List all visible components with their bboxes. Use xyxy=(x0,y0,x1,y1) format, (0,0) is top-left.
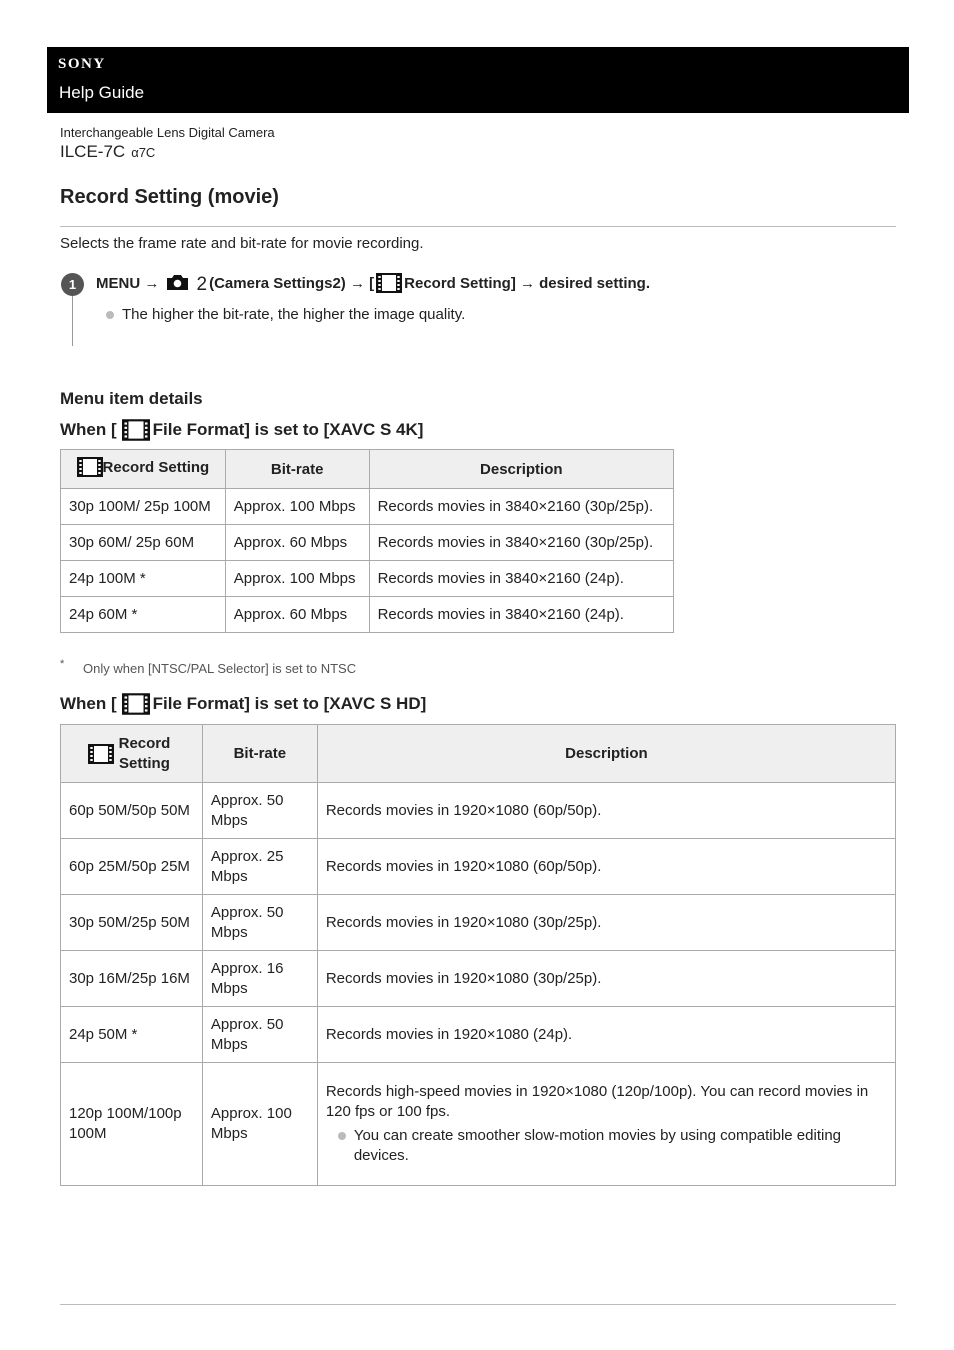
table-row xyxy=(61,951,896,1007)
bullet-icon xyxy=(106,311,114,319)
cell-record-setting: 60p 25M/50p 25M xyxy=(61,839,203,895)
header-bar xyxy=(47,47,909,113)
slow-motion-note-text: You can create smoother slow-motion movies by using compatible editing devices. xyxy=(353,1127,842,1164)
cell-bit-rate: Approx. 100 Mbps xyxy=(225,489,369,525)
slow-motion-note xyxy=(326,1126,887,1166)
cell-record-setting: 24p 60M * xyxy=(61,597,226,633)
cell-description xyxy=(317,1063,895,1186)
cell-record-setting: 30p 50M/25p 50M xyxy=(61,895,203,951)
product-model xyxy=(60,142,155,162)
when-4k-suffix: File Format] is set to [XAVC S 4K] xyxy=(152,420,424,439)
when-prefix: When [ xyxy=(60,694,117,713)
menu-item-details-heading: Menu item details xyxy=(60,389,203,408)
model-alpha: α7C xyxy=(131,145,156,160)
step-number-badge: 1 xyxy=(61,273,84,296)
table-row xyxy=(61,525,674,561)
xavc-4k-heading xyxy=(60,419,423,441)
footnote-marker: * xyxy=(60,658,65,670)
table-row xyxy=(61,895,896,951)
cell-description: Records movies in 1920×1080 (24p). xyxy=(317,1007,895,1063)
table-row xyxy=(61,1063,896,1186)
step-instruction xyxy=(96,272,650,294)
cell-record-setting: 30p 16M/25p 16M xyxy=(61,951,203,1007)
step-record-setting: Record Setting] → desired setting. xyxy=(404,274,651,292)
cell-bit-rate: Approx. 25 Mbps xyxy=(202,839,317,895)
cell-bit-rate: Approx. 100 Mbps xyxy=(225,561,369,597)
cell-record-setting: 30p 100M/ 25p 100M xyxy=(61,489,226,525)
when-hd-suffix: File Format] is set to [XAVC S HD] xyxy=(152,694,427,713)
camera-settings-icon xyxy=(166,272,207,294)
xavc-hd-table xyxy=(60,724,896,1186)
cell-record-setting: 120p 100M/100p 100M xyxy=(61,1063,203,1186)
when-prefix: When [ xyxy=(60,420,117,439)
cell-description: Records movies in 1920×1080 (60p/50p). xyxy=(317,783,895,839)
table-row xyxy=(61,597,674,633)
title-divider xyxy=(60,226,896,227)
footer-divider xyxy=(60,1304,896,1305)
table-row xyxy=(61,783,896,839)
movie-record-icon xyxy=(376,273,402,293)
step-note-text: The higher the bit-rate, the higher the image quality. xyxy=(122,306,466,323)
movie-record-icon xyxy=(88,744,114,764)
table-row xyxy=(61,1007,896,1063)
help-guide-title: Help Guide xyxy=(59,83,145,102)
xavc-hd-heading xyxy=(60,693,426,715)
cell-bit-rate: Approx. 60 Mbps xyxy=(225,525,369,561)
header-record-setting: Record Setting xyxy=(61,450,226,489)
cell-record-setting: 24p 50M * xyxy=(61,1007,203,1063)
brand-logo: SONY xyxy=(58,56,106,72)
cell-description: Records movies in 3840×2160 (30p/25p). xyxy=(369,525,673,561)
cell-record-setting: 24p 100M * xyxy=(61,561,226,597)
cell-bit-rate: Approx. 100 Mbps xyxy=(202,1063,317,1186)
step-connector-line xyxy=(72,296,73,346)
table-row xyxy=(61,561,674,597)
model-number: ILCE-7C xyxy=(60,142,126,161)
cell-record-setting: 30p 60M/ 25p 60M xyxy=(61,525,226,561)
step-camera-settings: (Camera Settings2) → [ xyxy=(209,274,375,292)
cell-bit-rate: Approx. 50 Mbps xyxy=(202,783,317,839)
footnote-text: Only when [NTSC/PAL Selector] is set to NTSC xyxy=(83,661,357,676)
cell-bit-rate: Approx. 16 Mbps xyxy=(202,951,317,1007)
cell-description: Records movies in 3840×2160 (30p/25p). xyxy=(369,489,673,525)
cell-description: Records movies in 1920×1080 (30p/25p). xyxy=(317,895,895,951)
cell-description: Records movies in 3840×2160 (24p). xyxy=(369,597,673,633)
header-bit-rate: Bit-rate xyxy=(202,725,317,783)
movie-record-icon xyxy=(77,457,103,477)
movie-record-icon xyxy=(122,693,150,715)
cell-description: Records movies in 1920×1080 (60p/50p). xyxy=(317,839,895,895)
cell-bit-rate: Approx. 60 Mbps xyxy=(225,597,369,633)
movie-record-icon xyxy=(122,419,150,441)
high-speed-description: Records high-speed movies in 1920×1080 (120p/100p). You can record movies in 120 fps or 100 fps. xyxy=(325,1083,869,1120)
table-header-row xyxy=(61,725,896,783)
header-description: Description xyxy=(317,725,895,783)
cell-bit-rate: Approx. 50 Mbps xyxy=(202,895,317,951)
intro-text: Selects the frame rate and bit-rate for movie recording. xyxy=(60,235,424,252)
page-title: Record Setting (movie) xyxy=(60,186,279,208)
cell-description: Records movies in 3840×2160 (24p). xyxy=(369,561,673,597)
cell-bit-rate: Approx. 50 Mbps xyxy=(202,1007,317,1063)
header-record-setting: Record Setting xyxy=(61,725,203,783)
camera-icon-number: 2 xyxy=(196,274,208,295)
header-description: Description xyxy=(369,450,673,489)
table-header-row xyxy=(61,450,674,489)
step-menu: MENU → xyxy=(96,274,160,292)
xavc-4k-table xyxy=(60,449,674,633)
bullet-icon xyxy=(338,1132,346,1140)
cell-record-setting: 60p 50M/50p 50M xyxy=(61,783,203,839)
product-type: Interchangeable Lens Digital Camera xyxy=(60,125,275,140)
table-row xyxy=(61,839,896,895)
table-row xyxy=(61,489,674,525)
cell-description: Records movies in 1920×1080 (30p/25p). xyxy=(317,951,895,1007)
header-bit-rate: Bit-rate xyxy=(225,450,369,489)
step-note xyxy=(106,306,465,323)
